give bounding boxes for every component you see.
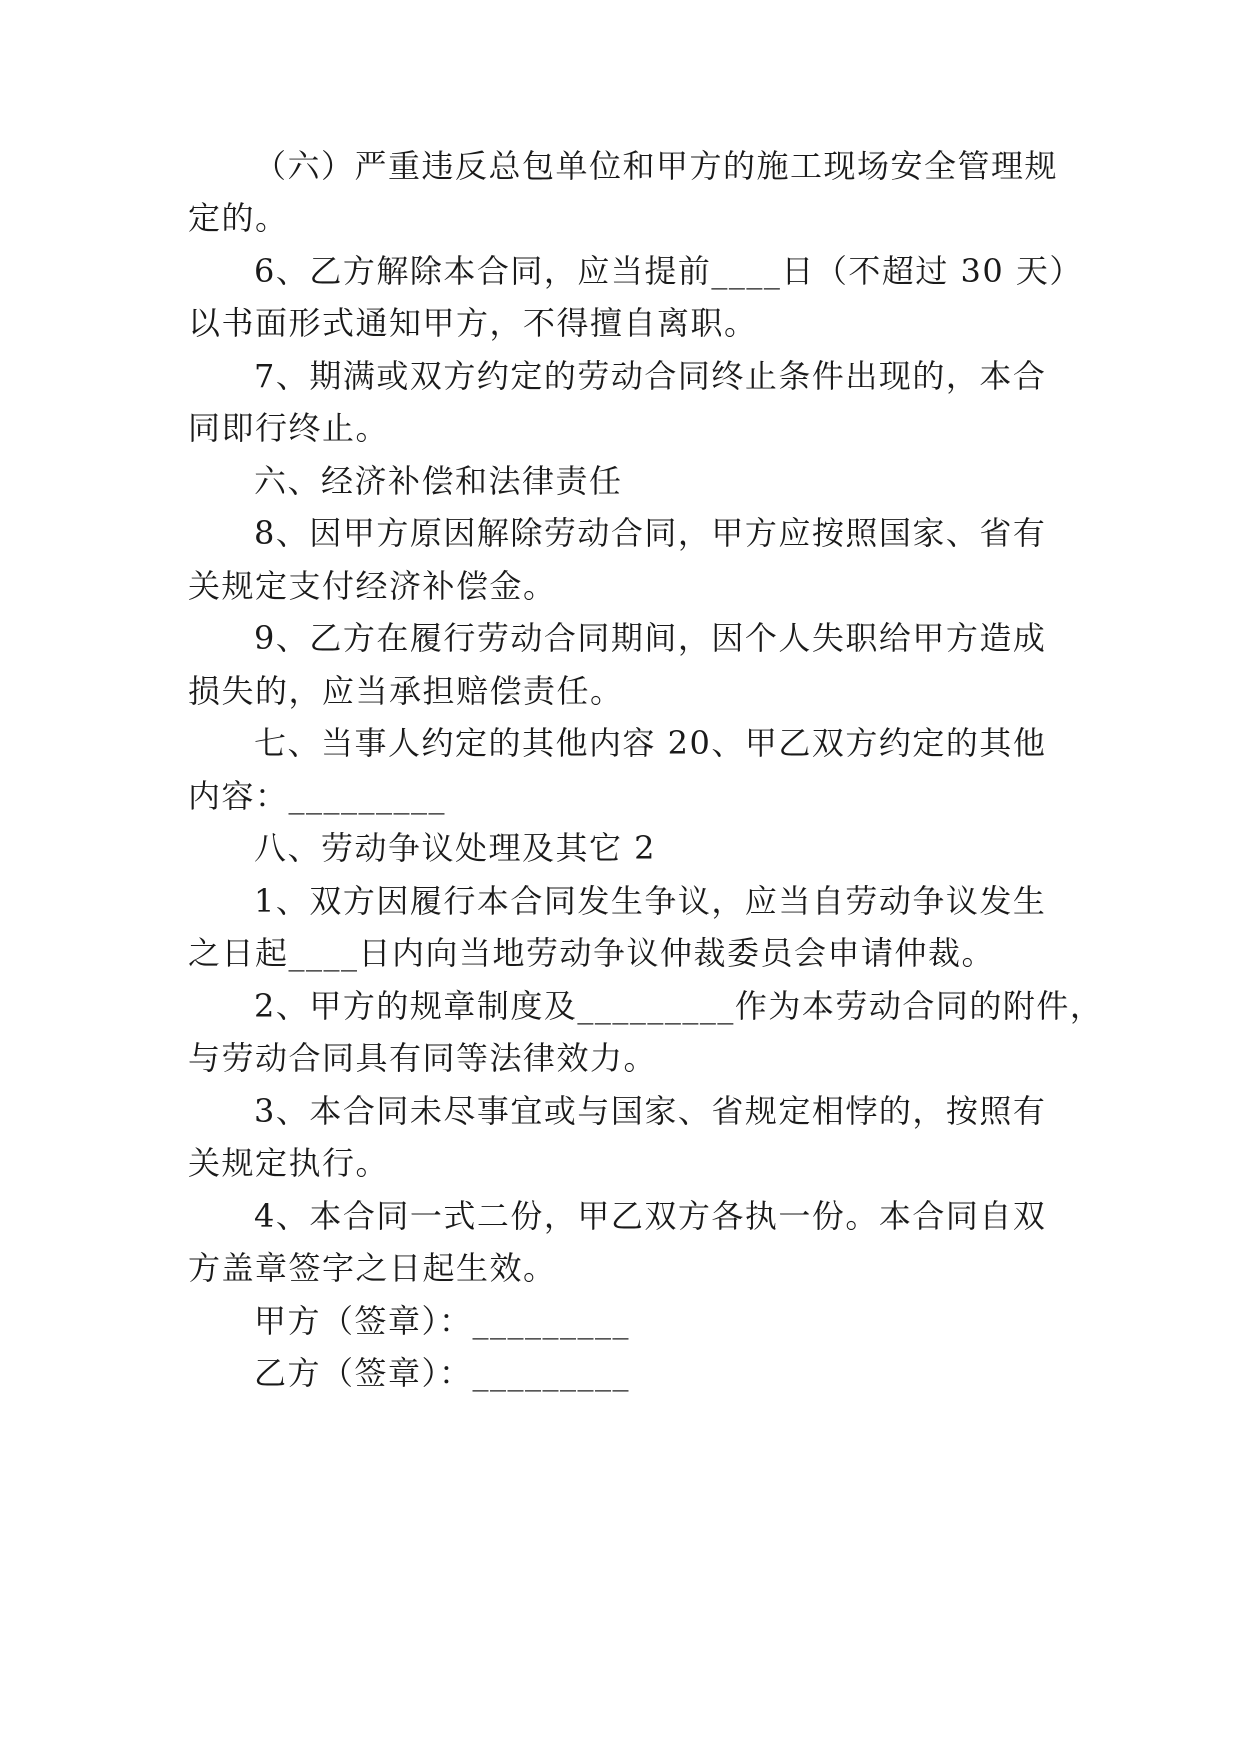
section-8-heading: 八、劳动争议处理及其它 2 bbox=[254, 829, 657, 867]
clause-7-line-1: 7、期满或双方约定的劳动合同终止条件出现的，本合 bbox=[254, 357, 1047, 395]
section-7-line-1: 七、当事人约定的其他内容 20、甲乙双方约定的其他 bbox=[254, 724, 1047, 762]
dispute-clause-1-line-2: 之日起____日内向当地劳动争议仲裁委员会申请仲裁。 bbox=[188, 934, 996, 972]
clause-9-line-2: 损失的，应当承担赔偿责任。 bbox=[188, 672, 624, 710]
clause-6-line-2: 以书面形式通知甲方，不得擅自离职。 bbox=[188, 304, 758, 342]
section-6-heading: 六、经济补偿和法律责任 bbox=[254, 462, 623, 500]
dispute-clause-3-line-1: 3、本合同未尽事宜或与国家、省规定相悖的，按照有 bbox=[254, 1092, 1047, 1130]
clause-6-line-1: 6、乙方解除本合同，应当提前____日（不超过 30 天） bbox=[254, 252, 1083, 290]
clause-6-item-6-line-2: 定的。 bbox=[188, 199, 289, 237]
party-a-signature-line: 甲方（签章）：_________ bbox=[254, 1302, 631, 1340]
clause-7-line-2: 同即行终止。 bbox=[188, 409, 390, 447]
dispute-clause-3-line-2: 关规定执行。 bbox=[188, 1144, 390, 1182]
dispute-clause-4-line-2: 方盖章签字之日起生效。 bbox=[188, 1249, 557, 1287]
clause-8-line-1: 8、因甲方原因解除劳动合同，甲方应按照国家、省有 bbox=[254, 514, 1047, 552]
dispute-clause-1-line-1: 1、双方因履行本合同发生争议，应当自劳动争议发生 bbox=[254, 882, 1047, 920]
clause-8-line-2: 关规定支付经济补偿金。 bbox=[188, 567, 557, 605]
party-b-signature-line: 乙方（签章）：_________ bbox=[254, 1354, 631, 1392]
section-7-line-2: 内容：_________ bbox=[188, 777, 447, 815]
dispute-clause-2-line-1: 2、甲方的规章制度及_________作为本劳动合同的附件， bbox=[254, 987, 1104, 1025]
clause-9-line-1: 9、乙方在履行劳动合同期间，因个人失职给甲方造成 bbox=[254, 619, 1047, 657]
clause-6-item-6-line-1: （六）严重违反总包单位和甲方的施工现场安全管理规 bbox=[254, 147, 1059, 185]
dispute-clause-4-line-1: 4、本合同一式二份，甲乙双方各执一份。本合同自双 bbox=[254, 1197, 1047, 1235]
dispute-clause-2-line-2: 与劳动合同具有同等法律效力。 bbox=[188, 1039, 658, 1077]
